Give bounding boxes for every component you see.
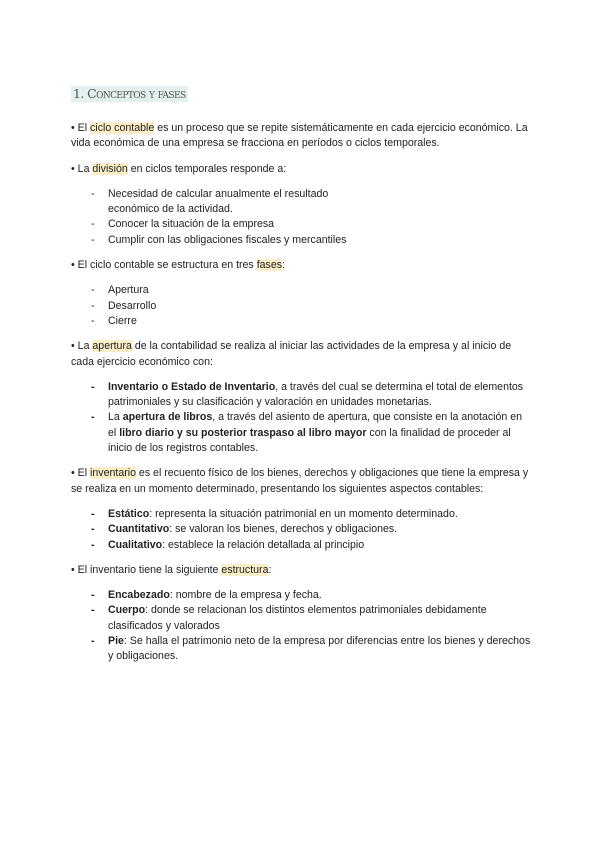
division-list	[71, 187, 531, 248]
list-item	[91, 283, 531, 298]
highlight-term: ciclo contable	[90, 122, 155, 134]
list-item-term: Estático	[108, 507, 150, 520]
paragraph-fases	[71, 258, 531, 273]
list-item	[91, 634, 531, 665]
list-item-term: Encabezado	[108, 589, 170, 602]
paragraph-text: :	[268, 563, 272, 576]
list-item-text: Apertura	[108, 284, 149, 297]
list-item-term: Cuantitativo	[108, 523, 170, 536]
list-item	[91, 410, 531, 456]
list-item-text: Cumplir con las obligaciones fiscales y mercantiles	[108, 233, 347, 246]
list-item	[91, 522, 531, 537]
list-item-text: con la finalidad de proceder al inicio de los registros contables.	[108, 426, 511, 455]
list-item-term: apertura de libros	[122, 411, 213, 424]
list-item	[91, 299, 531, 314]
list-item	[91, 233, 531, 248]
bullet: •	[71, 340, 75, 353]
list-item-term: Inventario o Estado de Inventario	[108, 380, 276, 393]
paragraph-division	[71, 162, 531, 177]
list-item	[91, 187, 531, 218]
list-item-text: : se valoran los bienes, derechos y obligaciones.	[169, 523, 398, 536]
paragraph-ciclo-contable	[71, 121, 531, 152]
highlight-term: apertura	[92, 340, 132, 353]
bullet: •	[71, 162, 75, 175]
paragraph-text: en ciclos temporales responde a:	[127, 162, 287, 175]
list-item-text: : donde se relacionan los distintos elementos patrimoniales debidamente clasificados y valorados	[108, 604, 487, 632]
paragraph-text: El	[77, 467, 91, 480]
list-item-text: : nombre de la empresa y fecha.	[169, 589, 322, 602]
paragraph-apertura	[71, 339, 531, 370]
bullet: •	[71, 259, 75, 272]
bullet: •	[71, 122, 75, 134]
paragraph-text: El	[77, 122, 91, 134]
list-item	[91, 217, 531, 232]
paragraph-text: El inventario tiene la siguiente	[77, 563, 222, 576]
list-item	[91, 314, 531, 329]
list-item-term: Pie	[108, 635, 124, 648]
paragraph-inventario	[71, 466, 531, 497]
highlight-term: fases	[256, 259, 283, 272]
list-item	[91, 380, 531, 411]
highlight-term: inventario	[90, 467, 136, 480]
list-item-text: : representa la situación patrimonial en un momento determinado.	[149, 507, 458, 520]
aspectos-list	[71, 507, 531, 553]
fases-list	[71, 283, 531, 329]
bullet: •	[71, 563, 75, 576]
apertura-list	[71, 380, 531, 456]
paragraph-text: El ciclo contable se estructura en tres	[77, 259, 257, 272]
highlight-term: división	[92, 162, 128, 175]
list-item-text: Cierre	[108, 314, 137, 327]
highlight-term: estructura	[221, 563, 269, 576]
list-item-text: : establece la relación detallada al principio	[162, 538, 365, 551]
paragraph-text: es un proceso que se repite sistemáticamente en cada ejercicio económico. La vida económica de una empresa se fracciona en períodos o ciclos temporales.	[71, 122, 528, 150]
estructura-list	[71, 588, 531, 664]
paragraph-text: :	[282, 259, 285, 272]
document-body	[71, 121, 531, 675]
list-item-text: , a través del cual se determina el total de elementos patrimoniales y su clasificación y valoración en unidades monetarias.	[108, 380, 524, 409]
list-item	[91, 538, 531, 553]
list-item-text: : Se halla el patrimonio neto de la empresa por diferencias entre los bienes y derechos y obligaciones.	[108, 635, 531, 663]
list-item-term: libro diario y su posterior traspaso al libro mayor	[119, 426, 367, 439]
paragraph-text: es el recuento físico de los bienes, derechos y obligaciones que tiene la empresa y se realiza en un momento determinado, presentando los siguientes aspectos contables:	[71, 467, 529, 495]
bullet: •	[71, 467, 75, 480]
list-item	[91, 507, 531, 522]
section-title: 1. Conceptos y fases	[73, 86, 186, 101]
list-item-term: Cualitativo	[108, 538, 163, 551]
list-item-text: La	[108, 411, 123, 424]
paragraph-text: La	[77, 162, 93, 175]
list-item-term: Cuerpo	[108, 604, 146, 617]
paragraph-estructura	[71, 563, 531, 578]
list-item	[91, 603, 531, 634]
paragraph-text: La	[77, 340, 93, 353]
list-item-text: Necesidad de calcular anualmente el resultado económico de la actividad.	[108, 187, 329, 216]
list-item-text: Desarrollo	[108, 299, 157, 312]
list-item	[91, 588, 531, 603]
list-item-text: , a través del asiento de apertura, que consiste en la anotación en el	[108, 411, 522, 439]
list-item-text: Conocer la situación de la empresa	[108, 218, 275, 231]
paragraph-text: de la contabilidad se realiza al iniciar las actividades de la empresa y al inicio de cada ejercicio económico con:	[71, 340, 512, 368]
